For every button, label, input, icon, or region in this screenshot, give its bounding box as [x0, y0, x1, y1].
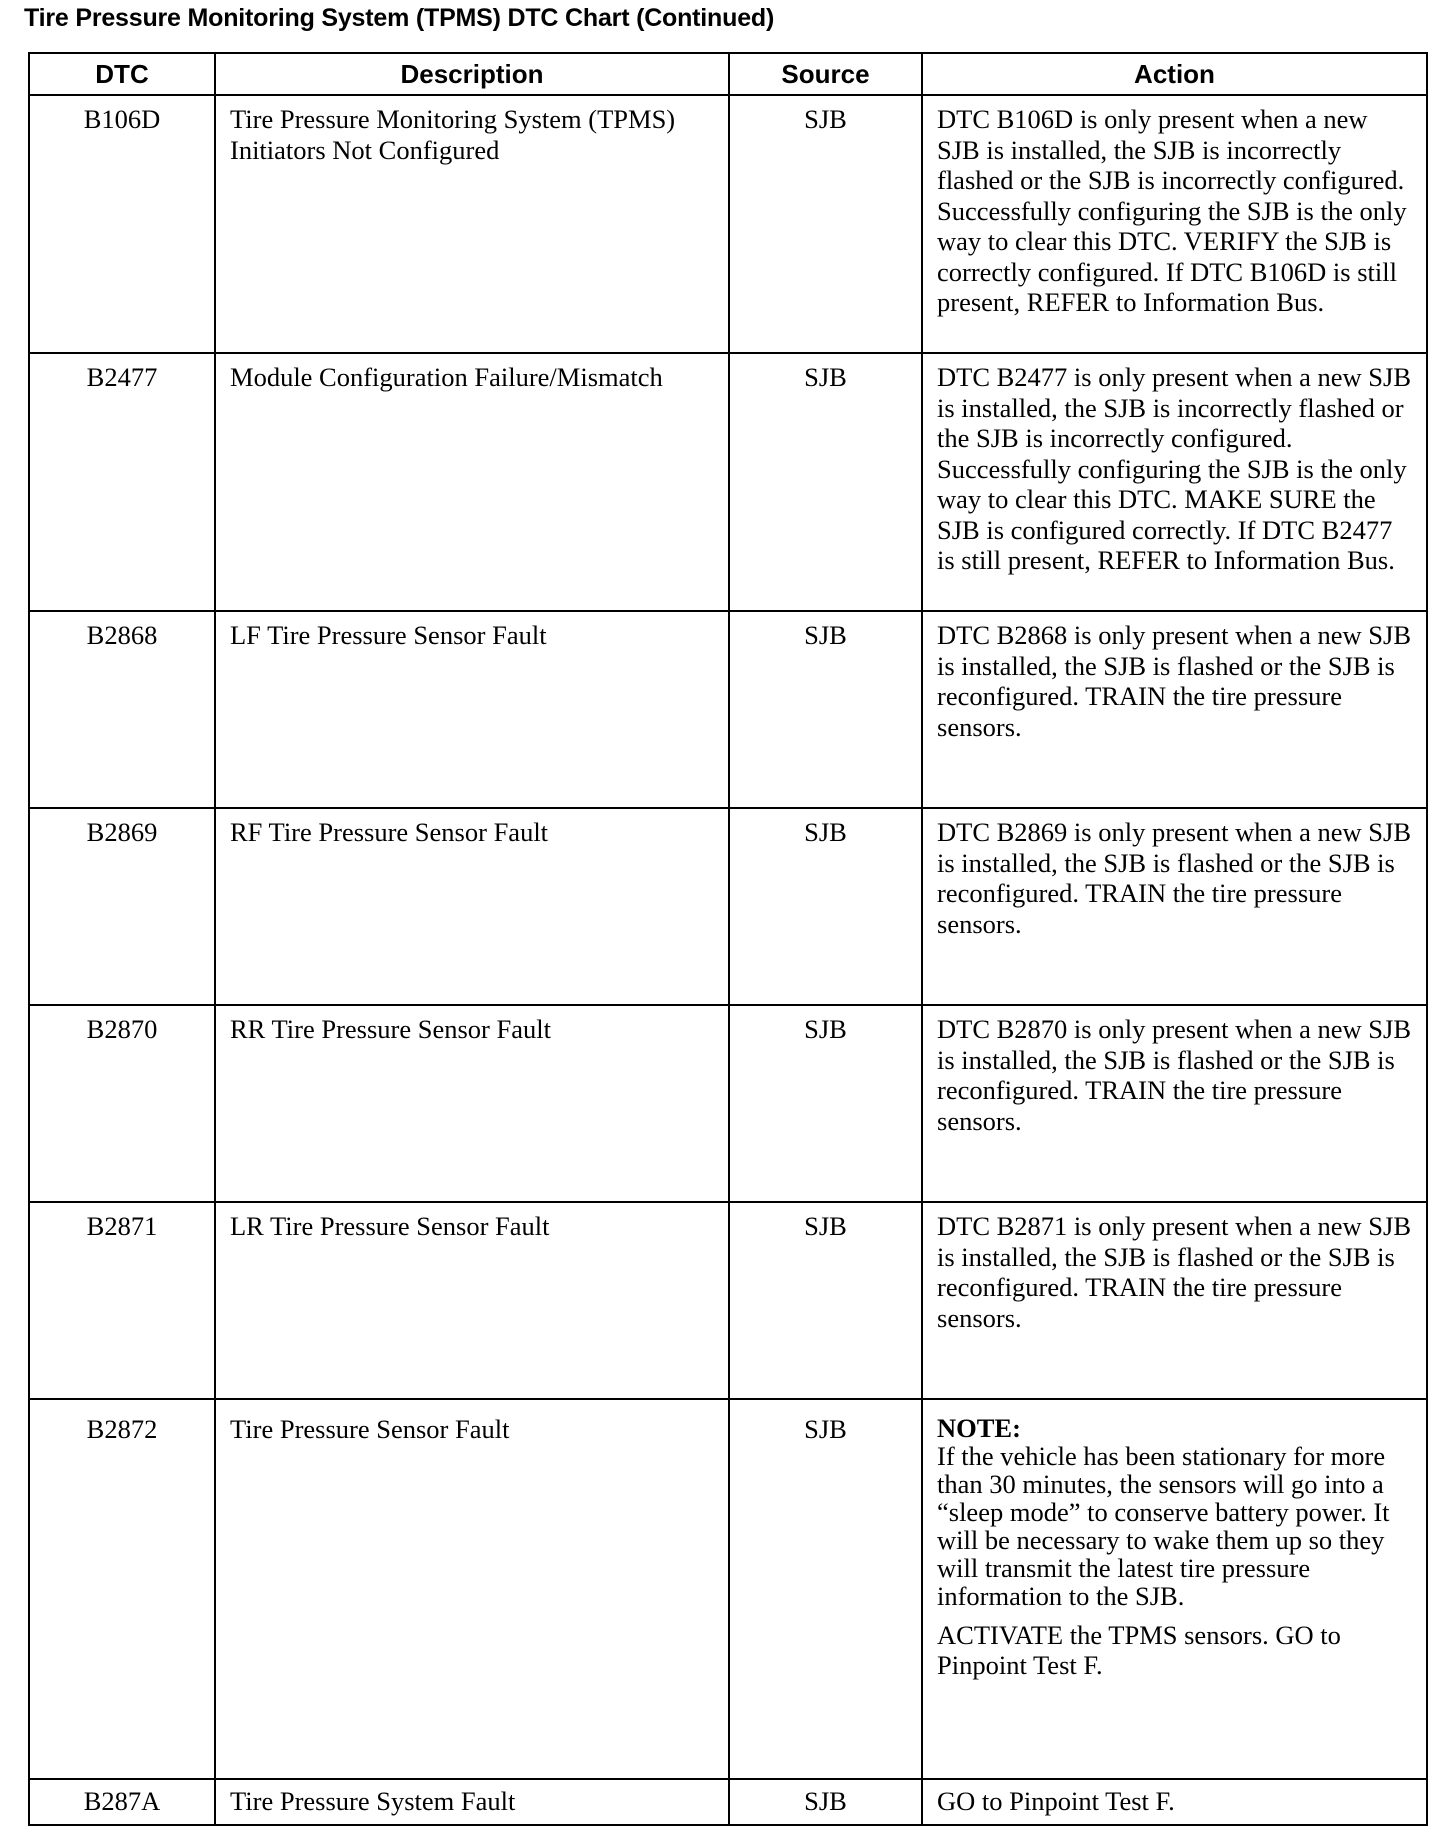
dtc-action-cell	[922, 1399, 1427, 1779]
dtc-description: Tire Pressure System Fault	[215, 1779, 729, 1825]
dtc-description: LF Tire Pressure Sensor Fault	[215, 611, 729, 808]
table-row	[29, 1779, 1427, 1825]
dtc-source: SJB	[729, 1779, 922, 1825]
table-row	[29, 611, 1427, 808]
note-label: NOTE:	[937, 1413, 1021, 1443]
dtc-code: B2872	[29, 1399, 215, 1779]
dtc-description: LR Tire Pressure Sensor Fault	[215, 1202, 729, 1399]
dtc-code: B2477	[29, 353, 215, 611]
dtc-action: ACTIVATE the TPMS sensors. GO to Pinpoint Test F.	[937, 1620, 1341, 1680]
dtc-source: SJB	[729, 1202, 922, 1399]
table-header-row	[29, 53, 1427, 95]
dtc-action: GO to Pinpoint Test F.	[922, 1779, 1427, 1825]
dtc-source: SJB	[729, 95, 922, 353]
header-action: Action	[922, 53, 1427, 95]
table-row	[29, 1399, 1427, 1779]
table-row	[29, 95, 1427, 353]
header-description: Description	[215, 53, 729, 95]
table-row	[29, 353, 1427, 611]
dtc-source: SJB	[729, 353, 922, 611]
page-title: Tire Pressure Monitoring System (TPMS) DTC Chart (Continued)	[24, 4, 775, 32]
dtc-source: SJB	[729, 1005, 922, 1202]
dtc-action: DTC B2868 is only present when a new SJB is installed, the SJB is flashed or the SJB is reconfigured. TRAIN the tire pressure sensors.	[922, 611, 1427, 808]
dtc-code: B287A	[29, 1779, 215, 1825]
dtc-description: Tire Pressure Sensor Fault	[215, 1399, 729, 1779]
dtc-code: B2868	[29, 611, 215, 808]
dtc-action: DTC B2477 is only present when a new SJB is installed, the SJB is incorrectly flashed or the SJB is incorrectly configured. Successfully configuring the SJB is the only way to clear this DTC. MAKE SURE the SJB is configured correctly. If DTC B2477 is still present, REFER to Information Bus.	[922, 353, 1427, 611]
dtc-code: B106D	[29, 95, 215, 353]
dtc-action: DTC B106D is only present when a new SJB is installed, the SJB is incorrectly flashed or the SJB is incorrectly configured. Successfully configuring the SJB is the only way to clear this DTC. VERIFY the SJB is correctly configured. If DTC B106D is still present, REFER to Information Bus.	[922, 95, 1427, 353]
dtc-description: Module Configuration Failure/Mismatch	[215, 353, 729, 611]
dtc-action: DTC B2871 is only present when a new SJB is installed, the SJB is flashed or the SJB is reconfigured. TRAIN the tire pressure sensors.	[922, 1202, 1427, 1399]
dtc-source: SJB	[729, 808, 922, 1005]
dtc-description: RF Tire Pressure Sensor Fault	[215, 808, 729, 1005]
dtc-code: B2870	[29, 1005, 215, 1202]
note-text: If the vehicle has been stationary for more than 30 minutes, the sensors will go into a “sleep mode” to conserve battery power. It will be necessary to wake them up so they will transmit the latest tire pressure information to the SJB.	[937, 1441, 1390, 1611]
table-row	[29, 1005, 1427, 1202]
table-row	[29, 1202, 1427, 1399]
dtc-source: SJB	[729, 611, 922, 808]
dtc-action: DTC B2869 is only present when a new SJB is installed, the SJB is flashed or the SJB is reconfigured. TRAIN the tire pressure sensors.	[922, 808, 1427, 1005]
dtc-description: RR Tire Pressure Sensor Fault	[215, 1005, 729, 1202]
dtc-action: DTC B2870 is only present when a new SJB is installed, the SJB is flashed or the SJB is reconfigured. TRAIN the tire pressure sensors.	[922, 1005, 1427, 1202]
dtc-code: B2869	[29, 808, 215, 1005]
dtc-description: Tire Pressure Monitoring System (TPMS) Initiators Not Configured	[215, 95, 729, 353]
dtc-source: SJB	[729, 1399, 922, 1779]
header-source: Source	[729, 53, 922, 95]
table-row	[29, 808, 1427, 1005]
dtc-chart-table	[28, 52, 1428, 1826]
dtc-code: B2871	[29, 1202, 215, 1399]
header-dtc: DTC	[29, 53, 215, 95]
